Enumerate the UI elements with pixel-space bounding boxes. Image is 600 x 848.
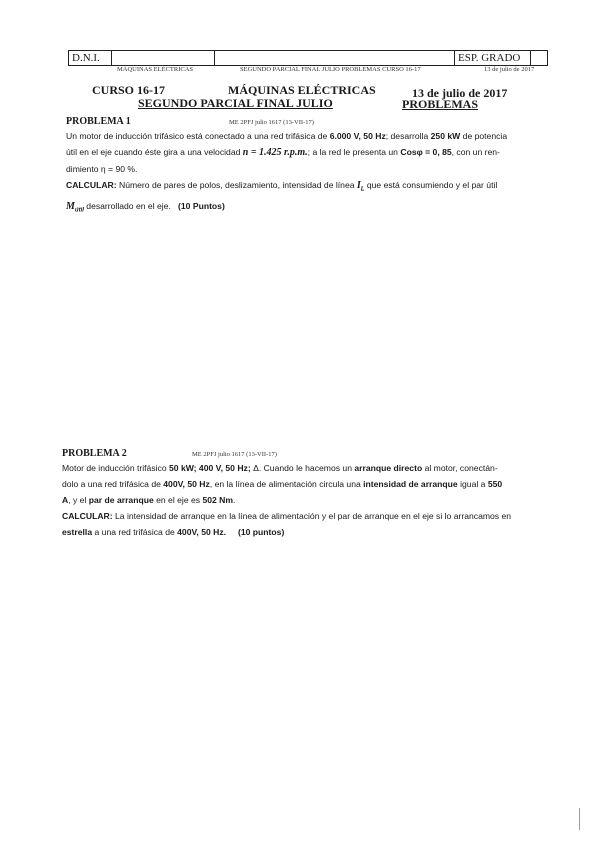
- problem1-line3: dimiento η = 90 %.: [66, 164, 138, 174]
- header-table: [68, 50, 548, 66]
- problem2-calc-line1: CALCULAR: La intensidad de arranque en la línea de alimentación y el par de arranque en el eje si lo arrancamos en: [62, 511, 512, 521]
- dni-label: D.N.I.: [69, 51, 112, 65]
- problem2-line2: dolo a una red trifásica de 400V, 50 Hz, en la línea de alimentación circula una intensidad de arranque igual a 550: [62, 479, 503, 489]
- problem1-statement: [66, 128, 556, 218]
- course-title: CURSO 16-17: [92, 83, 166, 97]
- subject-title: MÁQUINAS ELÉCTRICAS: [228, 83, 376, 97]
- section-title: PROBLEMAS: [402, 97, 479, 111]
- problem1-points: (10 Puntos): [178, 200, 225, 211]
- problem1-calc-line2: $M_{útil}$ desarrollado en el eje. (10 Puntos): [66, 200, 225, 214]
- dni-field: [112, 51, 215, 65]
- problem1-calc-line1: CALCULAR: Número de pares de polos, deslizamiento, intensidad de línea $I_L$ que está consumiendo y el par útil: [66, 180, 498, 193]
- header-sub-course: MÁQUINAS ELÉCTRICAS: [117, 66, 194, 73]
- problem1-line1: Un motor de inducción trifásico está conectado a una red trifásica de 6.000 V, 50 Hz; desarrolla 250 kW de potencia: [66, 131, 508, 141]
- exam-date: 13 de julio de 2017: [412, 86, 508, 100]
- esp-grado-label: ESP. GRADO: [455, 51, 531, 65]
- exam-title: SEGUNDO PARCIAL FINAL JULIO: [138, 96, 333, 110]
- problem1-heading: PROBLEMA 1: [66, 116, 131, 127]
- problem1-line2: útil en el eje cuando éste gira a una velocidad n = 1.425 r.p.m.; a la red le presenta un Cosφ = 0, 85, con un ren-: [66, 147, 500, 158]
- problem2-points: (10 puntos): [238, 527, 285, 537]
- problem2-line1: Motor de inducción trifásico 50 kW; 400 V, 50 Hz; Δ. Cuando le hacemos un arranque directo al motor, conectán-: [62, 463, 498, 473]
- problem2-statement: [62, 460, 552, 540]
- problem2-line3: A, y el par de arranque en el eje es 502 Nm.: [62, 495, 236, 505]
- header-sub-date: 13 de julio de 2017: [484, 66, 535, 73]
- problem2-calc-line2: estrella a una red trifásica de 400V, 50 Hz. (10 puntos): [62, 527, 285, 537]
- problem1-ref: ME 2PFJ julio 1617 (13-VII-17): [229, 119, 314, 126]
- problem2-ref: ME 2PFJ julio 1617 (13-VII-17): [192, 451, 277, 458]
- header-sub-exam: SEGUNDO PARCIAL FINAL JULIO PROBLEMAS CURSO 16-17: [240, 66, 421, 73]
- problem2-heading: PROBLEMA 2: [62, 448, 127, 459]
- scan-mark: [579, 808, 580, 830]
- name-field: [215, 51, 455, 65]
